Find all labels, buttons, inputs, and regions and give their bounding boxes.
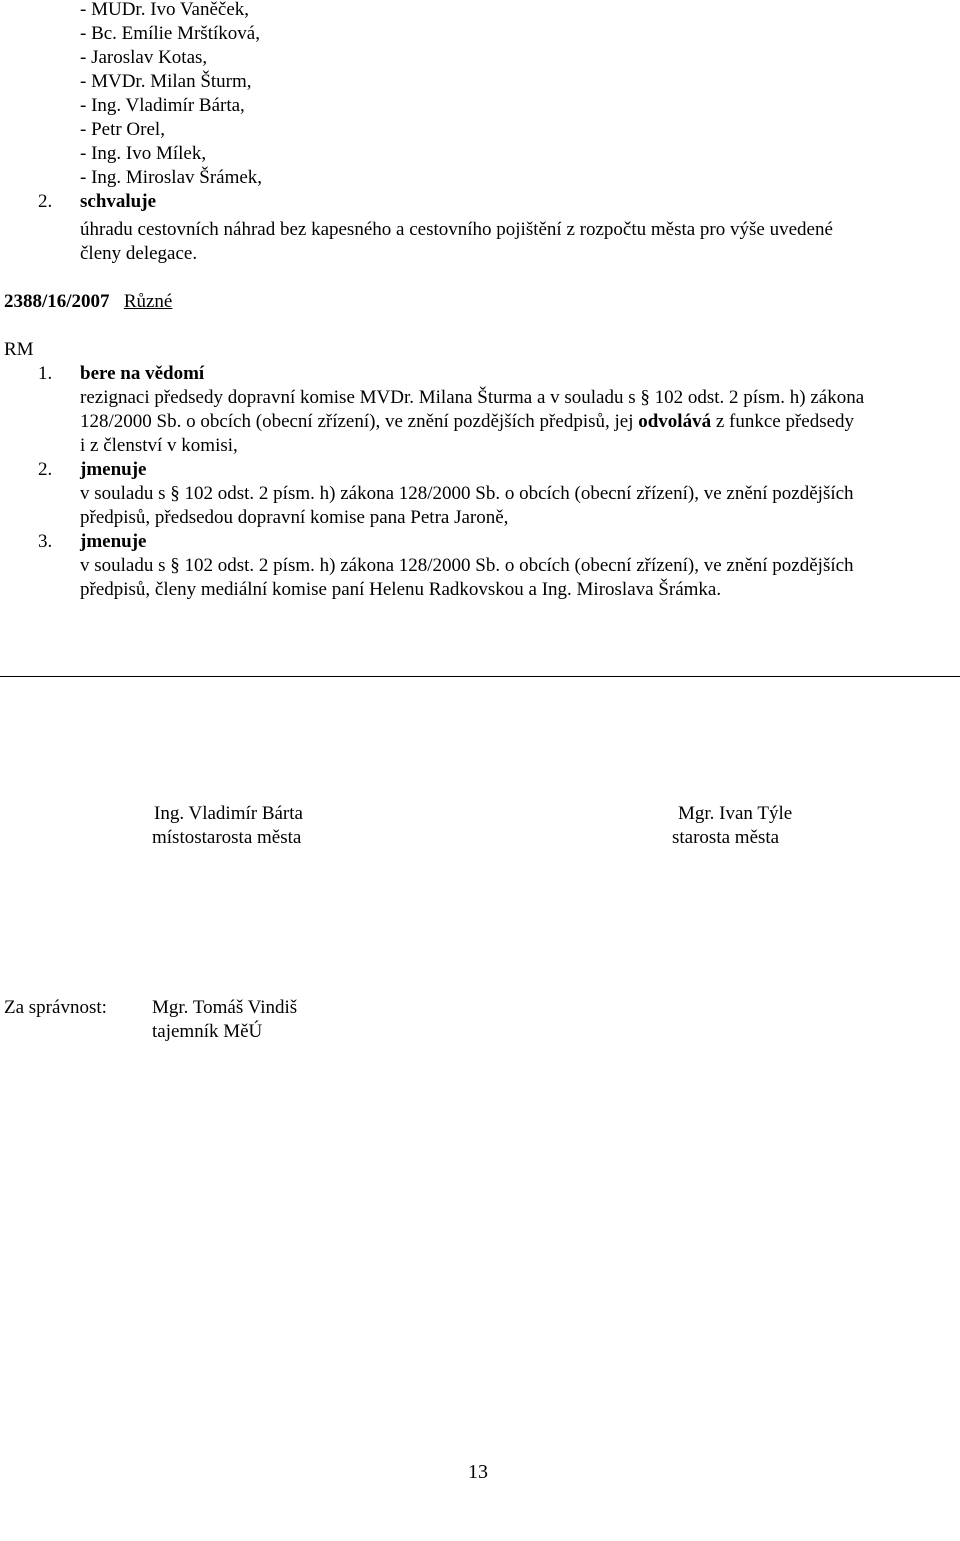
point-text-line: předpisů, členy mediální komise paní Helenu Radkovskou a Ing. Miroslava Šrámka. — [80, 579, 722, 600]
signature-right-role: starosta města — [672, 827, 780, 848]
verification-name: Mgr. Tomáš Vindiš — [152, 997, 298, 1018]
verification-label: Za správnost: — [4, 997, 107, 1018]
member-5: - Ing. Vladimír Bárta, — [80, 95, 245, 116]
point-number: 3. — [38, 531, 53, 552]
signature-left-role: místostarosta města — [152, 827, 302, 848]
point-text-line: rezignaci předsedy dopravní komise MVDr. Milana Šturma a v souladu s § 102 odst. 2 písm. h) zákona — [80, 387, 865, 408]
point-text-line: v souladu s § 102 odst. 2 písm. h) zákona 128/2000 Sb. o obcích (obecní zřízení), ve znění pozdějších — [80, 483, 854, 504]
member-3: - Jaroslav Kotas, — [80, 47, 208, 68]
point-text-line: i z členství v komisi, — [80, 435, 238, 456]
point-text-line: 128/2000 Sb. o obcích (obecní zřízení), ve znění pozdějších předpisů, jej odvolává z funkce předsedy — [80, 411, 855, 432]
point-verb: jmenuje — [80, 459, 147, 480]
member-8: - Ing. Miroslav Šrámek, — [80, 167, 263, 188]
separator-line — [0, 676, 960, 677]
signature-right-name: Mgr. Ivan Týle — [678, 803, 793, 824]
resolution-title: Různé — [123, 291, 173, 312]
point-text-line: předpisů, předsedou dopravní komise pana Petra Jaroně, — [80, 507, 509, 528]
item-number: 2. — [38, 191, 53, 212]
resolution-header: 2388/16/2007 Různé — [4, 291, 173, 312]
resolution-body-label: RM — [4, 339, 34, 360]
member-7: - Ing. Ivo Mílek, — [80, 143, 207, 164]
point-verb: bere na vědomí — [80, 363, 205, 384]
signature-left-name: Ing. Vladimír Bárta — [154, 803, 303, 824]
member-1: - MUDr. Ivo Vaněček, — [80, 0, 250, 20]
item-text-line: úhradu cestovních náhrad bez kapesného a cestovního pojištění z rozpočtu města pro výše uvedené — [80, 219, 833, 240]
member-6: - Petr Orel, — [80, 119, 165, 140]
point-text-line: v souladu s § 102 odst. 2 písm. h) zákona 128/2000 Sb. o obcích (obecní zřízení), ve znění pozdějších — [80, 555, 854, 576]
point-verb: jmenuje — [80, 531, 147, 552]
item-text-line: členy delegace. — [80, 243, 198, 264]
member-2: - Bc. Emílie Mrštíková, — [80, 23, 260, 44]
page-number: 13 — [468, 1461, 488, 1483]
verification-role: tajemník MěÚ — [152, 1021, 263, 1042]
item-verb: schvaluje — [80, 191, 156, 212]
point-number: 2. — [38, 459, 53, 480]
point-number: 1. — [38, 363, 53, 384]
member-4: - MVDr. Milan Šturm, — [80, 71, 252, 92]
